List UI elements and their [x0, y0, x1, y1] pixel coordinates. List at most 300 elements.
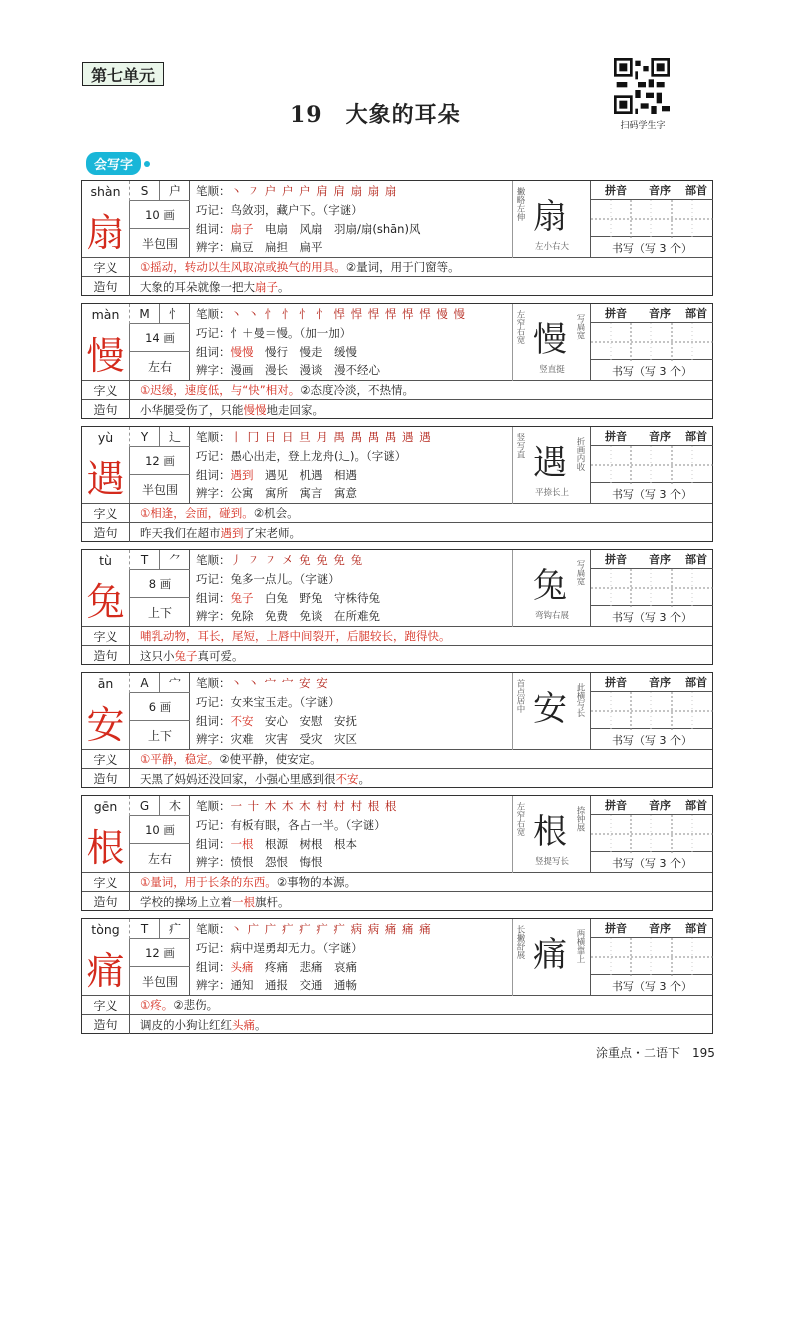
other-words: 遇见 机遇 相遇 [265, 468, 357, 482]
memory-line [196, 939, 363, 957]
distinguish-label: 辨字： [196, 363, 231, 377]
meaning-label: 字义 [82, 381, 130, 400]
grid-lines [591, 815, 713, 853]
radical-header: 部首 [685, 430, 707, 443]
other-words: 慢行 慢走 缓慢 [265, 345, 357, 359]
writing-tip: 写扁宽 [575, 560, 585, 586]
sentence-text [130, 402, 324, 418]
sentence-text [130, 1017, 267, 1033]
distinguish-line [196, 607, 380, 625]
character: 慢 [82, 324, 130, 380]
writing-tip: 撇略左伸 [515, 187, 525, 221]
dot-icon [144, 161, 150, 167]
writing-tip: 捺钟展 [575, 806, 585, 832]
stroke-order-line [196, 428, 432, 446]
sentence-pre: 昨天我们在超市 [140, 525, 221, 540]
sentence-label: 造句 [82, 769, 130, 788]
writing-demo [512, 181, 590, 258]
memory-text: 病中逞勇却无力。（字谜） [230, 941, 363, 955]
stroke-count: 6 画 [130, 693, 190, 721]
distinguish-label: 辨字： [196, 486, 231, 500]
stroke-order-line [196, 674, 329, 692]
key-word: 头痛 [230, 960, 254, 974]
words-line [196, 466, 357, 484]
sentence-pre: 调皮的小狗让红红 [140, 1017, 232, 1032]
character: 兔 [82, 570, 130, 626]
char-info [82, 796, 190, 873]
sentence-row [82, 277, 712, 296]
radical-header: 部首 [685, 553, 707, 566]
memory-line [196, 324, 351, 342]
radical: 忄 [160, 304, 190, 324]
stroke-sequence: 丶 丶 宀 宀 安 安 [230, 676, 329, 690]
character-card [81, 672, 713, 788]
stroke-label: 笔顺： [196, 184, 231, 198]
demo-character: 扇 [533, 196, 567, 237]
letter-order: T [130, 550, 160, 570]
pinyin: màn [82, 304, 130, 324]
writing-demo [512, 427, 590, 504]
letter-order: M [130, 304, 160, 324]
character: 遇 [82, 447, 130, 503]
memory-text: 有板有眼，各占一半。（字谜） [230, 818, 386, 832]
write-prompt: 书写（写 3 个） [612, 979, 692, 993]
structure: 半包围 [141, 483, 178, 497]
sentence-label: 造句 [82, 892, 130, 911]
meaning-text [130, 259, 460, 275]
sentence-row [82, 646, 712, 665]
stroke-count: 14 画 [130, 324, 190, 352]
meaning-other: ②使平静，使安定。 [219, 752, 322, 766]
practice-grid[interactable] [591, 445, 713, 483]
other-words: 根源 树根 根本 [265, 837, 357, 851]
meaning-text [130, 628, 451, 644]
meaning-label: 字义 [82, 627, 130, 646]
distinguish-line [196, 361, 380, 379]
character-card [81, 180, 713, 296]
meaning-other: ②机会。 [253, 506, 299, 520]
unit-tag: 第七单元 [82, 62, 164, 86]
stroke-order-line [196, 797, 397, 815]
stroke-sequence: 丶 丶 忄 忄 忄 忄 悍 悍 悍 悍 悍 悍 慢 慢 [230, 307, 467, 321]
meaning-key: ①平静，稳定。 [140, 752, 220, 766]
writing-tip: 折画内收 [575, 437, 585, 471]
memory-label: 巧记： [196, 695, 231, 709]
sentence-pre: 大象的耳朵就像一把大 [140, 279, 255, 294]
pinyin: gēn [82, 796, 130, 816]
practice-area [590, 550, 712, 627]
distinguish-label: 辨字： [196, 978, 231, 992]
stroke-order-line [196, 920, 432, 938]
writing-tip: 左窄右宽 [515, 802, 525, 836]
memory-text: 女来宝玉走。（字谜） [230, 695, 340, 709]
write-prompt: 书写（写 3 个） [612, 487, 692, 501]
write-prompt: 书写（写 3 个） [612, 364, 692, 378]
distinguish-line [196, 853, 323, 871]
order-header: 音序 [649, 430, 671, 443]
sentence-key: 扇子 [255, 279, 278, 294]
key-word: 扇子 [230, 222, 254, 236]
key-word: 慢慢 [230, 345, 254, 359]
pinyin: yù [82, 427, 130, 447]
structure: 左右 [147, 852, 172, 866]
memory-text: 愚心出走，登上龙舟(辶)。（字谜） [230, 449, 407, 463]
stroke-label: 笔顺： [196, 922, 231, 936]
other-words: 疼痛 悲痛 哀痛 [265, 960, 357, 974]
key-word: 兔子 [230, 591, 254, 605]
meaning-row [82, 504, 712, 523]
meaning-other: ②态度冷淡，不热情。 [300, 383, 415, 397]
distinguish-text: 公寓 寓所 寓言 寓意 [230, 486, 357, 500]
grid-lines [591, 323, 713, 361]
memory-text: 鸟敛羽，藏户下。（字谜） [230, 203, 363, 217]
practice-grid[interactable] [591, 199, 713, 237]
sentence-post: 。 [278, 279, 290, 294]
grid-lines [591, 692, 713, 730]
practice-grid[interactable] [591, 937, 713, 975]
sentence-post: 了宋老师。 [243, 525, 301, 540]
distinguish-text: 灾难 灾害 受灾 灾区 [230, 732, 357, 746]
meaning-key: 哺乳动物，耳长，尾短，上唇中间裂开，后腿较长，跑得快。 [140, 629, 451, 643]
practice-grid[interactable] [591, 814, 713, 852]
meaning-label: 字义 [82, 996, 130, 1015]
pinyin: ān [82, 673, 130, 693]
demo-character: 根 [533, 811, 567, 852]
stroke-count: 8 画 [130, 570, 190, 598]
memory-label: 巧记： [196, 449, 231, 463]
stroke-sequence: 丶 广 广 疒 疒 疒 疒 病 病 痛 痛 痛 [230, 922, 432, 936]
stroke-sequence: 一 十 木 木 木 村 村 村 根 根 [230, 799, 398, 813]
practice-area [590, 919, 712, 996]
lesson-title: 19 大象的耳朵 [290, 102, 461, 128]
section-badge [86, 152, 153, 175]
sentence-row [82, 769, 712, 788]
pinyin-header: 拼音 [605, 553, 627, 566]
meaning-label: 字义 [82, 750, 130, 769]
memory-label: 巧记： [196, 818, 231, 832]
sentence-row [82, 400, 712, 419]
distinguish-label: 辨字： [196, 240, 231, 254]
letter-order: A [130, 673, 160, 693]
memory-text: 兔多一点儿。（字谜） [230, 572, 340, 586]
writing-demo [512, 550, 590, 627]
pinyin-header: 拼音 [605, 430, 627, 443]
memory-line [196, 447, 406, 465]
radical-header: 部首 [685, 307, 707, 320]
key-word: 遇到 [230, 468, 254, 482]
distinguish-label: 辨字： [196, 732, 231, 746]
structure: 上下 [147, 606, 172, 620]
section-label: 会写字 [86, 152, 141, 175]
practice-area [590, 673, 712, 750]
meaning-row [82, 996, 712, 1015]
sentence-text [130, 648, 244, 664]
sentence-row [82, 523, 712, 542]
stroke-order-line [196, 551, 363, 569]
sentence-key: 遇到 [220, 525, 244, 540]
qr-code-icon[interactable] [614, 58, 670, 114]
practice-area [590, 181, 712, 258]
meaning-key: ①摇动，转动以生风取凉或换气的用具。 [140, 260, 346, 274]
write-prompt: 书写（写 3 个） [612, 856, 692, 870]
sentence-key: 慢慢 [243, 402, 267, 417]
meaning-text [130, 874, 356, 890]
radical: ⺈ [160, 550, 190, 570]
pinyin-header: 拼音 [605, 676, 627, 689]
pinyin-header: 拼音 [605, 922, 627, 935]
stroke-sequence: 丶 ㇇ 户 户 户 肩 肩 扇 扇 扇 [230, 184, 398, 198]
distinguish-label: 辨字： [196, 609, 231, 623]
writing-tip: 竖写直 [515, 433, 525, 459]
sentence-label: 造句 [82, 523, 130, 542]
other-words: 白兔 野兔 守株待兔 [265, 591, 380, 605]
grid-lines [591, 938, 713, 976]
writing-tip: 左小右大 [534, 242, 569, 252]
writing-tip: 左窄右宽 [515, 310, 525, 344]
char-info [82, 304, 190, 381]
character-card [81, 303, 713, 419]
words-line [196, 958, 357, 976]
stroke-label: 笔顺： [196, 430, 231, 444]
char-info [82, 919, 190, 996]
writing-demo [512, 796, 590, 873]
letter-order: Y [130, 427, 160, 447]
structure: 半包围 [141, 237, 178, 251]
radical-header: 部首 [685, 184, 707, 197]
character: 扇 [82, 201, 130, 257]
stroke-order-line [196, 305, 466, 323]
practice-grid[interactable] [591, 568, 713, 606]
words-label: 组词： [196, 345, 231, 359]
words-label: 组词： [196, 960, 231, 974]
pinyin-header: 拼音 [605, 184, 627, 197]
meaning-row [82, 258, 712, 277]
stroke-count: 12 画 [130, 939, 190, 967]
demo-character: 安 [533, 688, 567, 729]
practice-grid[interactable] [591, 691, 713, 729]
sentence-text [130, 279, 290, 295]
char-info [82, 427, 190, 504]
words-line [196, 220, 420, 238]
char-info [82, 550, 190, 627]
practice-area [590, 427, 712, 504]
meaning-other: ②悲伤。 [173, 998, 219, 1012]
char-info [82, 181, 190, 258]
stroke-label: 笔顺： [196, 553, 231, 567]
writing-demo [512, 673, 590, 750]
meaning-text [130, 505, 299, 521]
sentence-label: 造句 [82, 646, 130, 665]
sentence-key: 头痛 [232, 1017, 255, 1032]
writing-tip: 首点居中 [515, 679, 525, 713]
distinguish-line [196, 484, 357, 502]
key-word: 一根 [230, 837, 254, 851]
sentence-pre: 这只小 [140, 648, 175, 663]
character-card [81, 795, 713, 911]
writing-tip: 平捺长上 [534, 488, 569, 498]
distinguish-text: 通知 通报 交通 通畅 [230, 978, 357, 992]
character-card [81, 549, 713, 665]
practice-area [590, 304, 712, 381]
writing-demo [512, 919, 590, 996]
radical: 户 [160, 181, 190, 201]
meaning-label: 字义 [82, 258, 130, 277]
sentence-pre: 天黑了妈妈还没回家，小强心里感到很 [140, 771, 336, 786]
structure: 上下 [147, 729, 172, 743]
letter-order: S [130, 181, 160, 201]
order-header: 音序 [649, 922, 671, 935]
grid-lines [591, 446, 713, 484]
practice-area [590, 796, 712, 873]
pinyin: tù [82, 550, 130, 570]
meaning-text [130, 382, 414, 398]
grid-lines [591, 200, 713, 238]
sentence-post: 旗杆。 [255, 894, 290, 909]
radical-header: 部首 [685, 922, 707, 935]
stroke-count: 12 画 [130, 447, 190, 475]
pinyin: tòng [82, 919, 130, 939]
meaning-other: ②量词，用于门窗等。 [345, 260, 460, 274]
sentence-row [82, 892, 712, 911]
sentence-post: 。 [255, 1017, 267, 1032]
stroke-count: 10 画 [130, 816, 190, 844]
writing-tip: 弯钩右展 [534, 611, 569, 621]
other-words: 电扇 风扇 羽扇/扇(shān)风 [265, 222, 421, 236]
sentence-key: 不安 [335, 771, 359, 786]
order-header: 音序 [649, 799, 671, 812]
stroke-count: 10 画 [130, 201, 190, 229]
write-prompt: 书写（写 3 个） [612, 610, 692, 624]
sentence-label: 造句 [82, 277, 130, 296]
memory-text: 忄＋曼＝慢。（加一加） [230, 326, 352, 340]
write-prompt: 书写（写 3 个） [612, 733, 692, 747]
meaning-key: ①迟缓，速度低，与“快”相对。 [140, 383, 301, 397]
stroke-label: 笔顺： [196, 676, 231, 690]
demo-character: 慢 [533, 319, 567, 360]
other-words: 安心 安慰 安抚 [265, 714, 357, 728]
demo-character: 痛 [533, 934, 567, 975]
sentence-pre: 小华腿受伤了，只能 [140, 402, 244, 417]
meaning-key: ①相逢，会面，碰到。 [140, 506, 254, 520]
meaning-row [82, 750, 712, 769]
words-line [196, 589, 380, 607]
distinguish-label: 辨字： [196, 855, 231, 869]
memory-line [196, 693, 340, 711]
words-line [196, 835, 357, 853]
sentence-pre: 学校的操场上立着 [140, 894, 232, 909]
words-line [196, 343, 357, 361]
sentence-post: 地走回家。 [266, 402, 324, 417]
meaning-text [130, 997, 218, 1013]
words-line [196, 712, 357, 730]
stroke-order-line [196, 182, 397, 200]
meaning-row [82, 873, 712, 892]
stroke-sequence: 丨 冂 日 日 旦 月 禺 禺 禺 禺 遇 遇 [230, 430, 432, 444]
writing-tip: 写扁宽 [575, 314, 585, 340]
distinguish-line [196, 730, 357, 748]
demo-character: 遇 [533, 442, 567, 483]
words-label: 组词： [196, 591, 231, 605]
meaning-other: ②事物的本源。 [276, 875, 357, 889]
character-card [81, 426, 713, 542]
distinguish-text: 免除 免费 免谈 在所难免 [230, 609, 380, 623]
meaning-label: 字义 [82, 873, 130, 892]
sentence-label: 造句 [82, 400, 130, 419]
radical: 疒 [160, 919, 190, 939]
character: 根 [82, 816, 130, 872]
key-word: 不安 [230, 714, 254, 728]
pinyin: shàn [82, 181, 130, 201]
character: 痛 [82, 939, 130, 995]
distinguish-text: 扁豆 扁担 扁平 [230, 240, 323, 254]
write-prompt: 书写（写 3 个） [612, 241, 692, 255]
distinguish-line [196, 976, 357, 994]
memory-line [196, 570, 340, 588]
memory-label: 巧记： [196, 326, 231, 340]
writing-tip: 竖提写长 [534, 857, 569, 867]
distinguish-text: 漫画 漫长 漫谈 漫不经心 [230, 363, 380, 377]
pinyin-header: 拼音 [605, 307, 627, 320]
words-label: 组词： [196, 468, 231, 482]
sentence-post: 真可爱。 [197, 648, 244, 663]
structure: 左右 [147, 360, 172, 374]
order-header: 音序 [649, 184, 671, 197]
writing-tip: 长撇舒展 [515, 925, 525, 959]
character-card [81, 918, 713, 1034]
letter-order: G [130, 796, 160, 816]
page-footer: 涂重点・二语下 195 [596, 1046, 715, 1060]
letter-order: T [130, 919, 160, 939]
pinyin-header: 拼音 [605, 799, 627, 812]
demo-character: 兔 [533, 565, 567, 606]
stroke-label: 笔顺： [196, 799, 231, 813]
meaning-key: ①疼。 [140, 998, 174, 1012]
memory-label: 巧记： [196, 572, 231, 586]
meaning-text [130, 751, 322, 767]
stroke-label: 笔顺： [196, 307, 231, 321]
distinguish-text: 愤恨 怨恨 悔恨 [230, 855, 323, 869]
meaning-label: 字义 [82, 504, 130, 523]
qr-caption: 扫码学生字 [620, 121, 666, 131]
writing-tip: 竖直挺 [539, 365, 565, 375]
character: 安 [82, 693, 130, 749]
order-header: 音序 [649, 676, 671, 689]
sentence-key: 兔子 [174, 648, 198, 663]
order-header: 音序 [649, 553, 671, 566]
sentence-row [82, 1015, 712, 1034]
radical: 宀 [160, 673, 190, 693]
radical: 辶 [160, 427, 190, 447]
meaning-row [82, 381, 712, 400]
grid-lines [591, 569, 713, 607]
writing-tip: 此横写长 [575, 683, 585, 717]
memory-line [196, 816, 386, 834]
meaning-key: ①量词，用于长条的东西。 [140, 875, 277, 889]
sentence-label: 造句 [82, 1015, 130, 1034]
structure: 半包围 [141, 975, 178, 989]
memory-line [196, 201, 363, 219]
words-label: 组词： [196, 714, 231, 728]
sentence-post: 。 [358, 771, 370, 786]
memory-label: 巧记： [196, 203, 231, 217]
memory-label: 巧记： [196, 941, 231, 955]
char-info [82, 673, 190, 750]
sentence-text [130, 771, 370, 787]
distinguish-line [196, 238, 323, 256]
order-header: 音序 [649, 307, 671, 320]
sentence-text [130, 525, 301, 541]
practice-grid[interactable] [591, 322, 713, 360]
